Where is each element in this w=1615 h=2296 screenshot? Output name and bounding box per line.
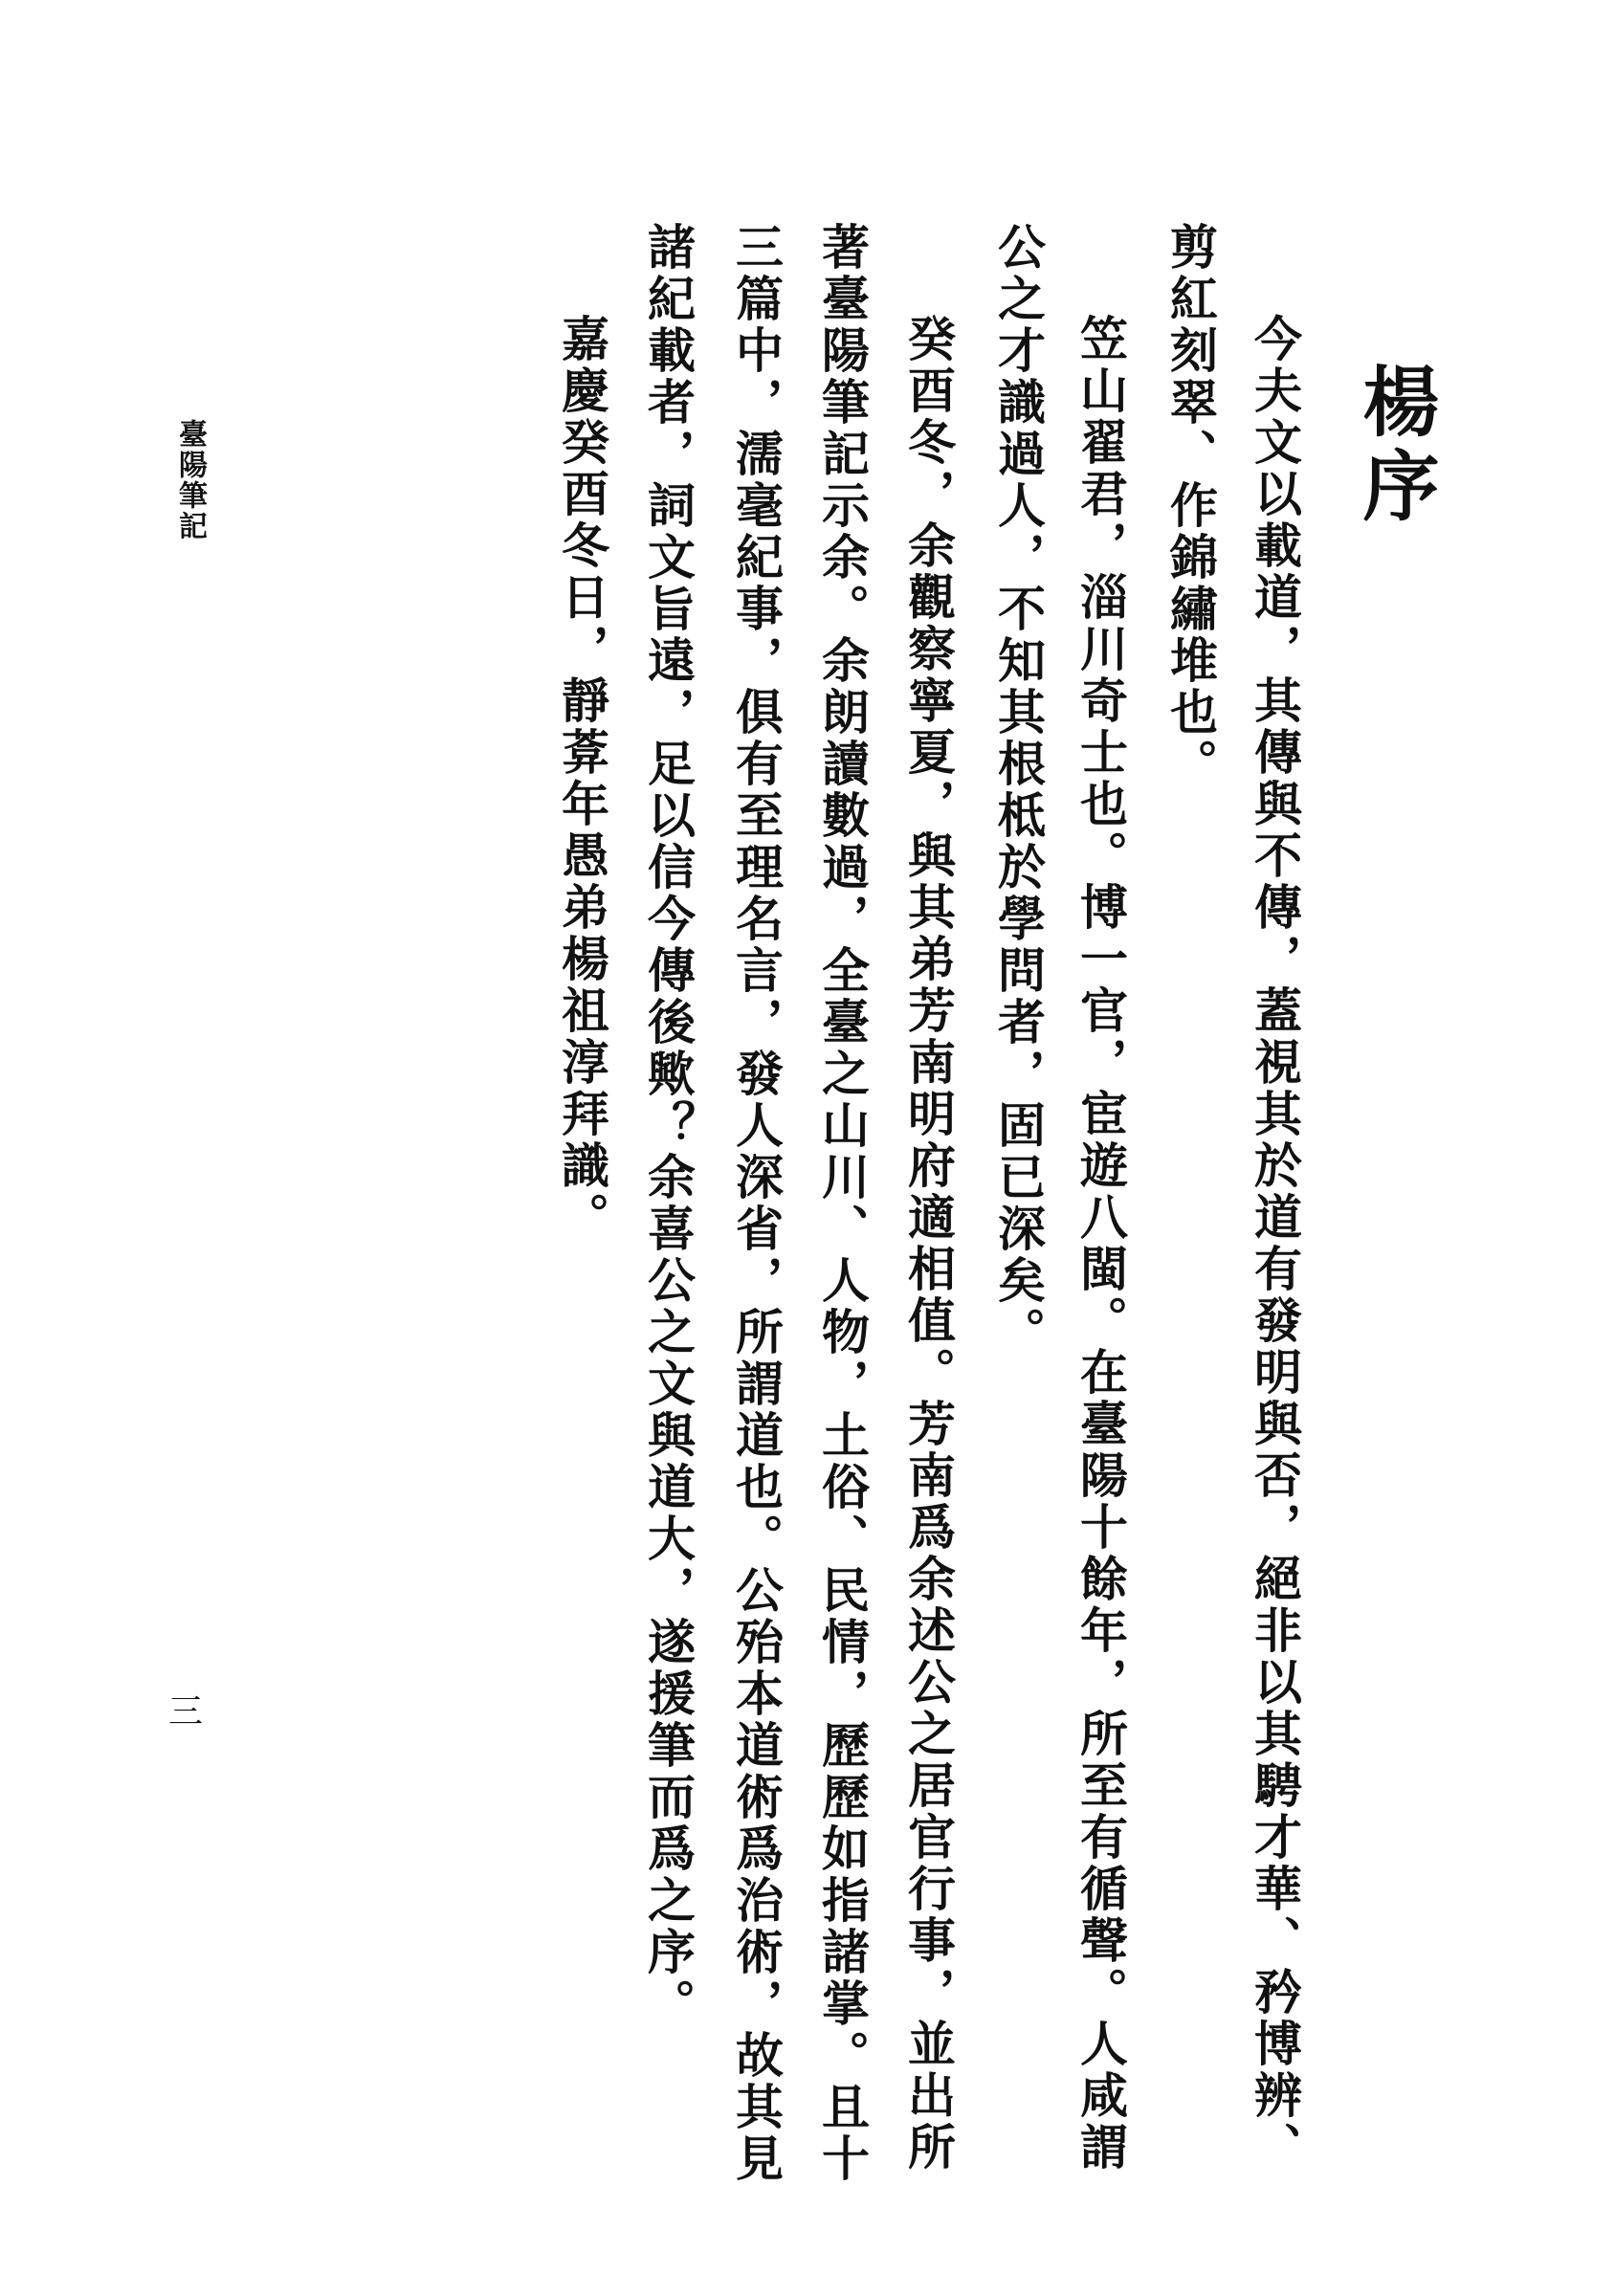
running-title: 臺陽筆記 xyxy=(173,419,207,541)
text-line: 笠山翟君，淄川奇士也。博一官，宦遊八閩。在臺陽十餘年，所至有循聲。人咸謂 xyxy=(1073,314,1129,2174)
text-line: 著臺陽筆記示余。余朗讀數過，全臺之山川、人物，土俗、民情，歷歷如指諸掌。且十 xyxy=(814,222,871,2185)
text-line: 癸酉冬，余觀察寧夏，與其弟芳南明府適相值。芳南爲余述公之居官行事，並出所 xyxy=(900,314,957,2174)
text-line: 剪紅刻翠、作錦繡堆也。 xyxy=(1162,222,1219,790)
text-line: 三篇中，濡毫紀事，俱有至理名言，發人深省，所謂道也。公殆本道術爲治術，故其見 xyxy=(728,222,785,2185)
page-number: 三 xyxy=(168,1692,204,1732)
page-title: 楊序 xyxy=(1350,362,1440,530)
text-line: 公之才識過人，不知其根柢於學問者，固已深矣。 xyxy=(990,222,1047,1358)
text-line: 嘉慶癸酉冬日，靜葊年愚弟楊祖淳拜識。 xyxy=(554,314,610,1244)
text-line: 諸紀載者，詞文旨遠，足以信今傳後歟？余喜公之文與道大，遂援筆而爲之序。 xyxy=(640,222,697,2030)
text-line: 今夫文以載道，其傳與不傳，蓋視其於道有發明與否，絕非以其騁才華、矜博辨、 xyxy=(1247,314,1303,2174)
